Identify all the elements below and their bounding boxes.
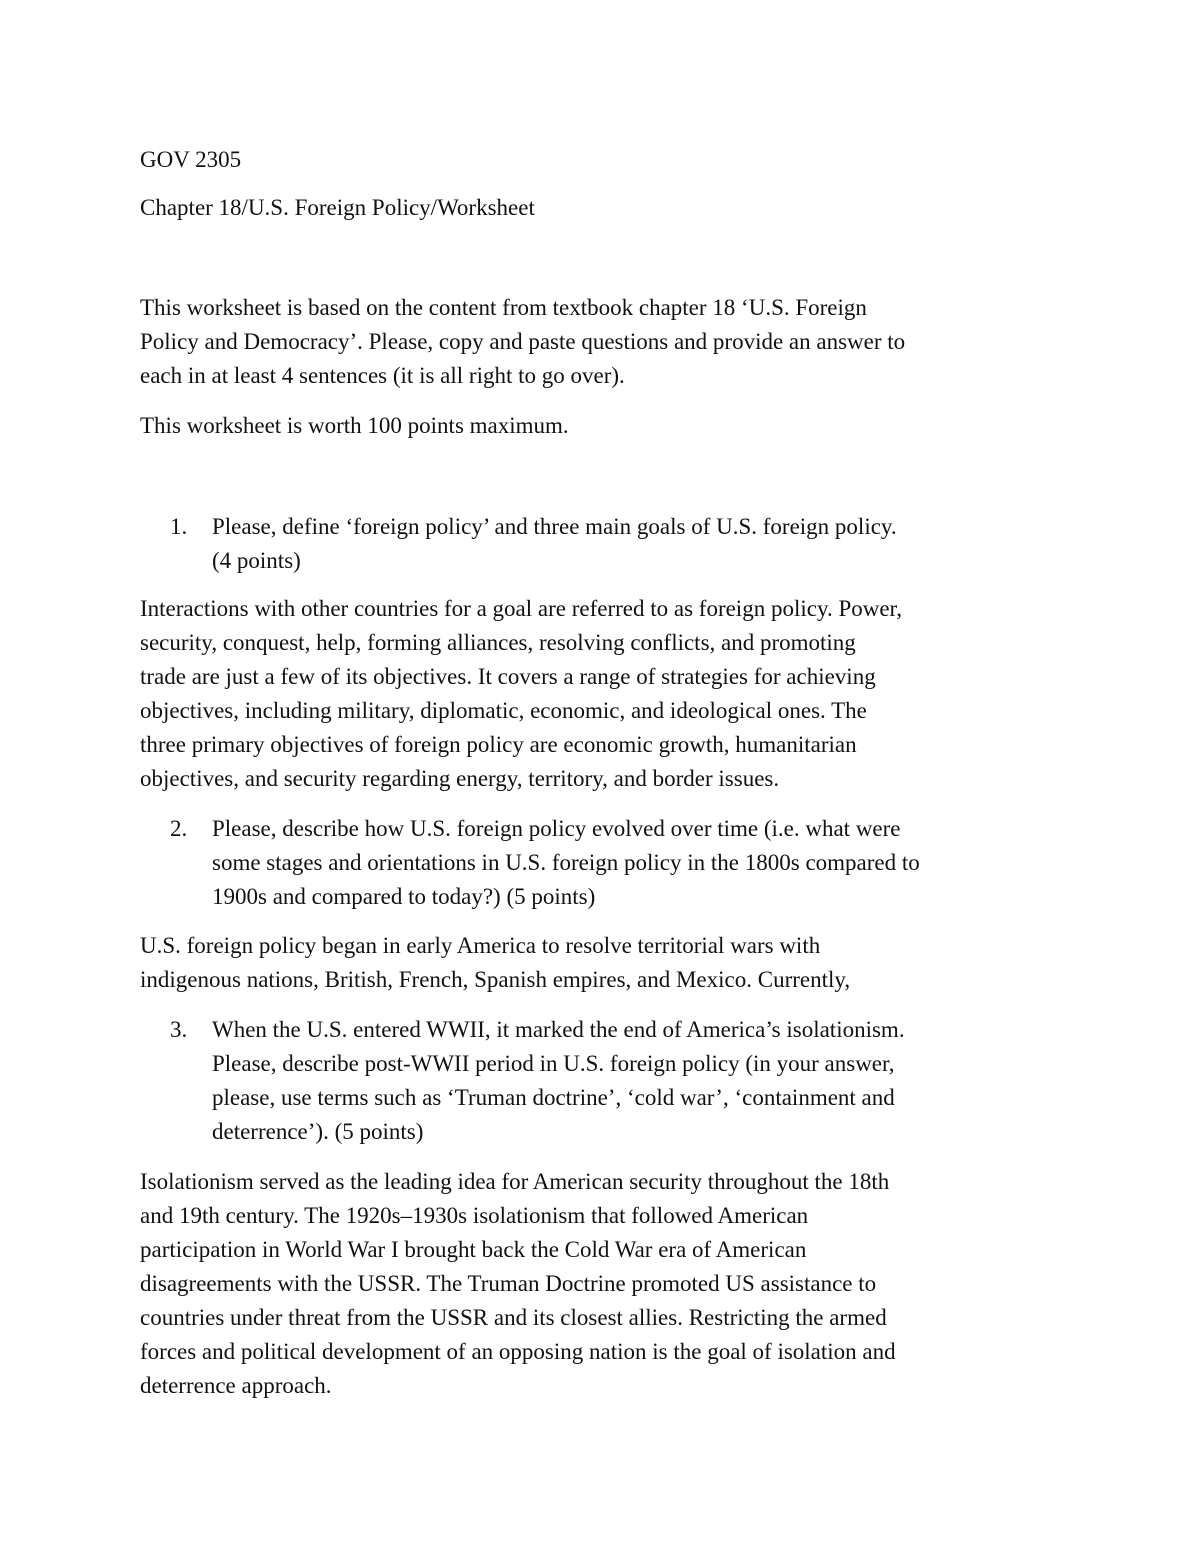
- course-code: GOV 2305: [140, 147, 242, 172]
- answer-line: security, conquest, help, forming alliances, resolving conflicts, and promoting: [140, 630, 856, 655]
- question-text: deterrence’). (5 points): [212, 1119, 424, 1144]
- question-number: 1.: [170, 514, 188, 539]
- answer-line: countries under threat from the USSR and its closest allies. Restricting the armed: [140, 1305, 887, 1330]
- intro-line: Policy and Democracy’. Please, copy and paste questions and provide an answer to: [140, 329, 906, 354]
- question-number: 3.: [170, 1017, 188, 1042]
- question-text: Please, describe how U.S. foreign policy evolved over time (i.e. what were: [212, 816, 901, 841]
- answer-line: disagreements with the USSR. The Truman Doctrine promoted US assistance to: [140, 1271, 877, 1296]
- question-text: (4 points): [212, 548, 301, 573]
- question-text: Please, define ‘foreign policy’ and three main goals of U.S. foreign policy.: [212, 514, 897, 539]
- answer-line: Isolationism served as the leading idea for American security throughout the 18th: [140, 1169, 890, 1194]
- question-text: Please, describe post-WWII period in U.S. foreign policy (in your answer,: [212, 1051, 895, 1076]
- document-subtitle: Chapter 18/U.S. Foreign Policy/Worksheet: [140, 195, 535, 220]
- answer-line: objectives, and security regarding energy, territory, and border issues.: [140, 766, 780, 791]
- answer-line: and 19th century. The 1920s–1930s isolationism that followed American: [140, 1203, 809, 1228]
- answer-line: U.S. foreign policy began in early America to resolve territorial wars with: [140, 933, 821, 958]
- answer-line: indigenous nations, British, French, Spanish empires, and Mexico. Currently,: [140, 967, 851, 992]
- question-text: When the U.S. entered WWII, it marked the end of America’s isolationism.: [212, 1017, 905, 1042]
- answer-line: Interactions with other countries for a goal are referred to as foreign policy. Power,: [140, 596, 903, 621]
- points-note: This worksheet is worth 100 points maximum.: [140, 413, 569, 438]
- question-text: please, use terms such as ‘Truman doctrine’, ‘cold war’, ‘containment and: [212, 1085, 895, 1110]
- answer-line: trade are just a few of its objectives. It covers a range of strategies for achieving: [140, 664, 876, 689]
- answer-line: participation in World War I brought back the Cold War era of American: [140, 1237, 807, 1262]
- question-text: some stages and orientations in U.S. foreign policy in the 1800s compared to: [212, 850, 920, 875]
- intro-line: This worksheet is based on the content from textbook chapter 18 ‘U.S. Foreign: [140, 295, 867, 320]
- intro-line: each in at least 4 sentences (it is all right to go over).: [140, 363, 625, 388]
- answer-line: forces and political development of an opposing nation is the goal of isolation and: [140, 1339, 896, 1364]
- answer-line: three primary objectives of foreign policy are economic growth, humanitarian: [140, 732, 857, 757]
- answer-line: objectives, including military, diplomatic, economic, and ideological ones. The: [140, 698, 867, 723]
- answer-line: deterrence approach.: [140, 1373, 332, 1398]
- question-text: 1900s and compared to today?) (5 points): [212, 884, 596, 909]
- question-number: 2.: [170, 816, 188, 841]
